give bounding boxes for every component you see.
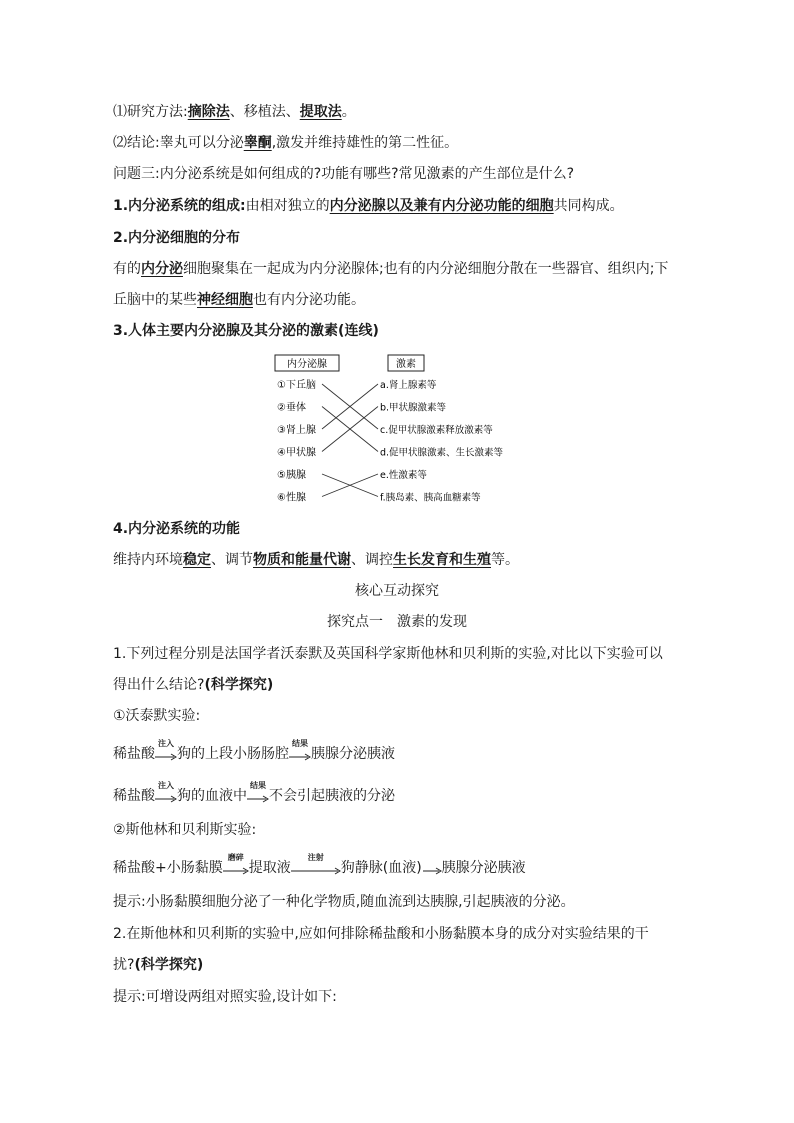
func-key-2: 物质和能量代谢 — [253, 552, 351, 568]
dist2-post: 也有内分泌功能。 — [253, 292, 365, 308]
func-end: 等。 — [491, 552, 519, 568]
arrow-result: 结果 — [289, 750, 311, 758]
e2-a: 稀盐酸+小肠黏膜 — [113, 860, 223, 876]
hormone-item: b.甲状腺激素等 — [380, 402, 447, 414]
method-end: 。 — [341, 104, 356, 120]
func-pre: 维持内环境 — [113, 552, 183, 568]
gland-header: 内分泌腺 — [287, 359, 327, 370]
question-three: 问题三:内分泌系统是如何组成的?功能有哪些?常见激素的产生部位是什么? — [113, 166, 575, 182]
distribution-heading: 2.内分泌细胞的分布 — [113, 230, 241, 246]
matching-lines — [322, 384, 378, 497]
func-key-1: 稳定 — [183, 552, 211, 568]
composition-post: 共同构成。 — [553, 198, 624, 214]
gland-item: ④甲状腺 — [277, 447, 316, 459]
method-prefix: ⑴研究方法: — [113, 104, 188, 120]
conclusion-key: 睾酮 — [243, 135, 272, 151]
experiment-2-title: ②斯他林和贝利斯实验: — [113, 822, 257, 838]
func-sep-1: 、调节 — [211, 552, 253, 568]
hormone-header: 激素 — [396, 359, 416, 370]
e1r1-a: 稀盐酸 — [113, 746, 155, 762]
q1-tag: (科学探究) — [204, 677, 274, 693]
func-key-3: 生长发育和生殖 — [393, 552, 491, 568]
glands-heading: 3.人体主要内分泌腺及其分泌的激素(连线) — [113, 323, 379, 339]
q2-tag: (科学探究) — [134, 957, 204, 973]
e1r2-a: 稀盐酸 — [113, 788, 155, 804]
composition-key: 内分泌腺以及兼有内分泌功能的细胞 — [329, 198, 554, 214]
method-sep: 、移植法、 — [229, 104, 300, 120]
distribution-line-1 — [113, 259, 668, 279]
hormone-item: e.性激素等 — [380, 470, 427, 481]
research-method-line — [113, 102, 356, 122]
arrow-grind: 磨碎 — [223, 864, 249, 872]
subsection-title: 探究点一 激素的发现 — [327, 614, 467, 630]
experiment-1-row-1 — [113, 739, 395, 764]
hormone-item: d.促甲状腺激素、生长激素等 — [380, 447, 504, 459]
e1r2-b: 狗的血液中 — [177, 788, 247, 804]
dist-key: 内分泌 — [141, 261, 183, 277]
conclusion-line — [113, 133, 458, 153]
dist-pre: 有的 — [113, 261, 141, 277]
dist-post: 细胞聚集在一起成为内分泌腺体;也有的内分泌细胞分散在一些器官、组织内;下 — [183, 261, 669, 277]
method-removal: 摘除法 — [187, 104, 230, 120]
e2-c: 狗静脉(血液) — [340, 860, 422, 876]
conclusion-prefix: ⑵结论:睾丸可以分泌 — [113, 135, 244, 151]
composition-heading: 1.内分泌系统的组成: — [113, 198, 246, 214]
composition-line — [113, 196, 624, 216]
gland-list — [277, 379, 316, 504]
dist2-key: 神经细胞 — [197, 292, 253, 308]
question-1-line-2 — [113, 675, 273, 695]
arrow-inject: 注入 — [155, 792, 177, 800]
composition-pre: 由相对独立的 — [245, 198, 330, 214]
conclusion-rest: ,激发并维持雄性的第二性征。 — [271, 135, 459, 151]
experiment-1-row-2 — [113, 781, 395, 806]
q1-text: 得出什么结论? — [113, 677, 205, 693]
hint-2: 提示:可增设两组对照实验,设计如下: — [113, 989, 337, 1005]
gland-item: ③肾上腺 — [277, 425, 316, 436]
arrow-inject: 注入 — [155, 750, 177, 758]
e2-b: 提取液 — [248, 860, 291, 876]
q2-text: 扰? — [113, 957, 135, 973]
hormone-item: f.胰岛素、胰高血糖素等 — [380, 492, 481, 504]
gland-hormone-matching-diagram — [270, 350, 530, 510]
question-2-line-1: 2.在斯他林和贝利斯的实验中,应如何排除稀盐酸和小肠黏膜本身的成分对实验结果的干 — [113, 926, 649, 942]
func-sep-2: 、调控 — [351, 552, 393, 568]
arrow-result: 结果 — [247, 792, 269, 800]
hormone-list — [380, 379, 504, 504]
experiment-1-title: ①沃泰默实验: — [113, 708, 201, 724]
section-title: 核心互动探究 — [355, 583, 439, 599]
arrow-plain — [422, 864, 442, 872]
arrow-injection: 注射 — [291, 864, 341, 872]
e1r1-c: 胰腺分泌胰液 — [311, 746, 395, 762]
question-1-line-1: 1.下列过程分别是法国学者沃泰默及英国科学家斯他林和贝利斯的实验,对比以下实验可以 — [113, 646, 663, 662]
function-line — [113, 550, 519, 570]
hint-1: 提示:小肠黏膜细胞分泌了一种化学物质,随血流到达胰腺,引起胰液的分泌。 — [113, 894, 575, 910]
gland-item: ①下丘脑 — [277, 380, 316, 391]
hormone-item: a.肾上腺素等 — [380, 380, 437, 391]
question-2-line-2 — [113, 955, 203, 975]
e2-d: 胰腺分泌胰液 — [441, 860, 526, 876]
gland-item: ⑥性腺 — [277, 492, 306, 504]
e1r2-c: 不会引起胰液的分泌 — [269, 788, 395, 804]
experiment-2-row — [113, 853, 526, 878]
function-heading: 4.内分泌系统的功能 — [113, 521, 241, 537]
distribution-line-2 — [113, 290, 365, 310]
gland-item: ⑤胰腺 — [277, 470, 306, 481]
hormone-item: c.促甲状腺激素释放激素等 — [380, 425, 493, 436]
gland-item: ②垂体 — [277, 402, 306, 414]
dist2-pre: 丘脑中的某些 — [113, 292, 197, 308]
method-extraction: 提取法 — [299, 104, 342, 120]
e1r1-b: 狗的上段小肠肠腔 — [177, 746, 289, 762]
